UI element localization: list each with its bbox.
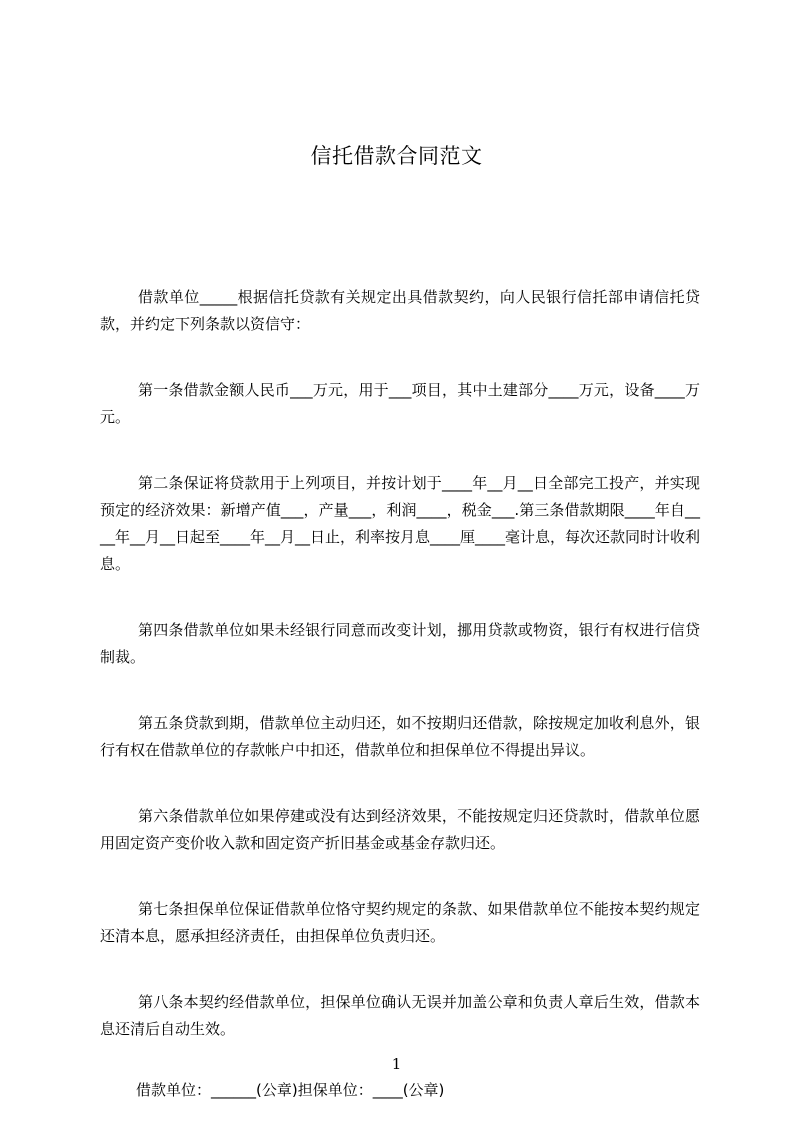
clause-1-paragraph: 第一条借款金额人民币___万元，用于___项目，其中土建部分____万元，设备____万元。 xyxy=(100,381,700,426)
clause-7-paragraph: 第七条担保单位保证借款单位恪守契约规定的条款、如果借款单位不能按本契约规定还清本息，愿承担经济责任，由担保单位负责归还。 xyxy=(100,900,700,945)
clause-6-paragraph: 第六条借款单位如果停建或没有达到经济效果，不能按规定归还贷款时，借款单位愿用固定资产变价收入款和固定资产折旧基金或基金存款归还。 xyxy=(100,807,700,852)
clause-8-paragraph: 第八条本契约经借款单位，担保单位确认无误并加盖公章和负责人章后生效，借款本息还清后自动生效。 xyxy=(100,993,700,1038)
signature-line: 借款单位：______(公章)担保单位：____(公章) xyxy=(136,1081,445,1099)
clause-4-paragraph: 第四条借款单位如果未经银行同意而改变计划，挪用贷款或物资，银行有权进行信贷制裁。 xyxy=(100,621,700,666)
page-number: 1 xyxy=(391,1055,402,1073)
clause-2-3-paragraph: 第二条保证将贷款用于上列项目，并按计划于____年__月__日全部完工投产，并实现预定的经济效果：新增产值___，产量___，利润____，税金___.第三条借款期限____年自____年__月__日起至____年__月__日止，利率按月息____厘____毫计息，每次还款同时计收利息。 xyxy=(100,474,701,573)
intro-paragraph: 借款单位_____根据信托贷款有关规定出具借款契约，向人民银行信托部申请信托贷款，并约定下列条款以资信守： xyxy=(100,288,700,333)
document-body xyxy=(100,284,700,1104)
clause-5-paragraph: 第五条贷款到期，借款单位主动归还，如不按期归还借款，除按规定加收利息外，银行有权在借款单位的存款帐户中扣还，借款单位和担保单位不得提出异议。 xyxy=(100,714,700,759)
document-title: 信托借款合同范文 xyxy=(310,144,483,168)
